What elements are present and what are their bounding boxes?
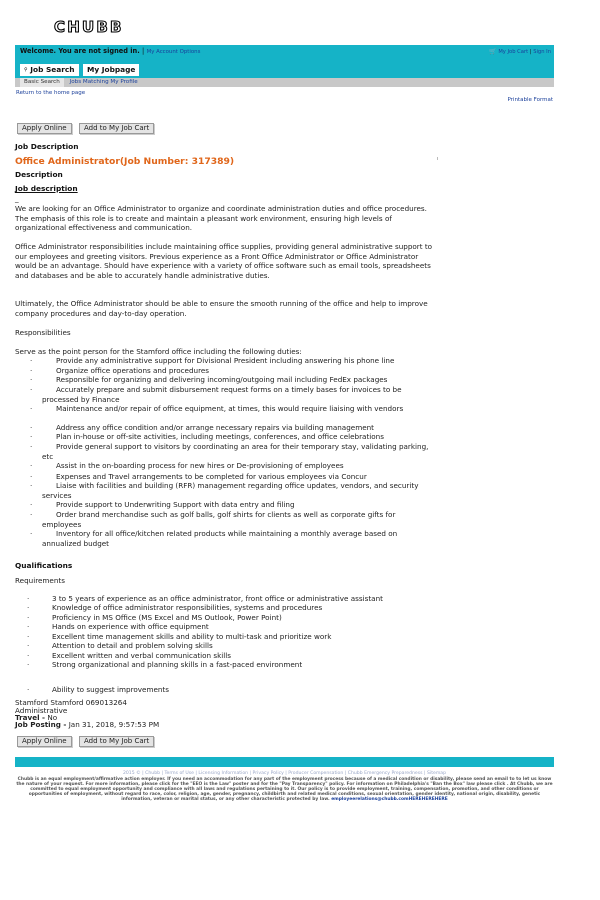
cart-icon: 🛒 (489, 48, 497, 55)
list-item: · 3 to 5 years of experience as an office administrator, front office or administrative assistant (27, 594, 383, 603)
search-icon: ⚲ (24, 67, 28, 73)
list-item: · Liaise with facilities and building (RFR) management regarding office updates, vendors, and security services (30, 481, 419, 500)
list-item: · Maintenance and/or repair of office equipment, at times, this would require liaising with vendors (30, 404, 404, 413)
tab-job-search[interactable] (20, 64, 79, 76)
legal-notice (15, 777, 554, 802)
return-home-link[interactable]: Return to the home page (16, 90, 86, 96)
add-to-job-cart-button[interactable]: Add to My Job Cart (79, 736, 154, 747)
list-item: · Order brand merchandise such as golf balls, golf shirts for clients as well as corporate gifts for employees (30, 510, 396, 529)
list-item: · Responsible for organizing and delivering incoming/outgoing mail including FedEx packages (30, 375, 388, 384)
apply-online-button[interactable]: Apply Online (17, 123, 72, 134)
posting-label: Job Posting - (15, 720, 67, 729)
posting-value: Jan 31, 2018, 9:57:53 PM (68, 720, 160, 729)
description-label: Description (15, 170, 63, 179)
separator: | (529, 49, 532, 55)
job-category: Administrative (15, 706, 68, 715)
subnav-basic-search[interactable]: Basic Search (20, 78, 64, 87)
printable-format-link[interactable]: Printable Format (507, 97, 553, 103)
footer-bar (15, 757, 554, 767)
add-to-job-cart-button[interactable]: Add to My Job Cart (79, 123, 154, 134)
separator: | (142, 47, 145, 55)
sub-navigation (15, 78, 554, 87)
list-item: · Proficiency in MS Office (MS Excel and MS Outlook, Power Point) (27, 613, 282, 622)
sign-in-link[interactable]: Sign In (533, 49, 551, 55)
list-item: · Plan in-house or off-site activities, including meetings, conferences, and office celebrations (30, 432, 384, 441)
legal-text: Chubb is an equal employment/affirmative action employer. If you need an accommodation for any part of the employment process because of a medical condition or disability, please send an email to to let us know the nature of your request. For more information, please click for the "EEO is the Law" poster and for the "Pay Transparency" policy. For information on Philadelphia's "Ban the Box" law please click . At Chubb, we are committed to equal employment opportunity and compliance with all laws and regulations pertaining to it. Our policy is to provide employment, training, compensation, promotion, and other conditions or opportunities of employment, without regard to race, color, religion, age, gender, pregnancy, childbirth and related medical conditions, sexual orientation, gender identity, national origin, disability, genetic information, veteran or marital status, or any other characteristic protected by law. (16, 777, 553, 802)
list-item: · Expenses and Travel arrangements to be completed for various employees via Concur (30, 472, 367, 481)
list-item: · Strong organizational and planning skills in a fast-paced environment (27, 660, 303, 669)
job-location: Stamford Stamford 069013264 (15, 698, 127, 707)
paragraph-intro: We are looking for an Office Administrator to organize and coordinate administration duties and office procedures. The emphasis of this role is to create and maintain a pleasant work environment, ensuring high levels of organizational effectiveness and communication. (15, 204, 427, 232)
list-item: · Provide support to Underwriting Support with data entry and filing (30, 500, 295, 509)
job-description-heading: Job description (15, 184, 78, 193)
apply-online-button[interactable]: Apply Online (17, 736, 72, 747)
footer-links[interactable]: 2015 © | Chubb | Terms of Use | Licensing Information | Privacy Policy | Producer Compensation | Chubb Emergency Preparedness | Sitemap (122, 771, 447, 776)
list-item: · Assist in the on-boarding process for new hires or De-provisioning of employees (30, 461, 344, 470)
paragraph-summary: Ultimately, the Office Administrator should be able to ensure the smooth running of the office and help to improve company procedures and day-to-day operation. (15, 299, 428, 318)
underscore-mark: _ (15, 194, 19, 203)
list-item: · Address any office condition and/or arrange necessary repairs via building management (30, 423, 374, 432)
list-item: · Knowledge of office administrator responsibilities, systems and procedures (27, 603, 323, 612)
welcome-text: Welcome. You are not signed in. (20, 47, 140, 55)
job-title: Office Administrator(Job Number: 317389) (15, 156, 235, 167)
my-account-options-link[interactable]: My Account Options (146, 49, 201, 55)
tab-my-jobpage[interactable] (83, 64, 139, 76)
section-job-description: Job Description (15, 142, 79, 151)
list-item: · Provide any administrative support for Divisional President including answering his phone line (30, 356, 395, 365)
cart-signin-links (489, 48, 551, 55)
list-item: · Excellent written and verbal communication skills (27, 651, 232, 660)
qualifications-label: Qualifications (15, 561, 73, 570)
chubb-logo[interactable]: CHUBB (54, 18, 124, 36)
tab-label: My Jobpage (87, 65, 136, 74)
subnav-jobs-matching-profile[interactable]: Jobs Matching My Profile (69, 79, 138, 85)
my-job-cart-link[interactable]: My Job Cart (498, 49, 529, 55)
paragraph-responsibilities: Office Administrator responsibilities include maintaining office supplies, providing general administrative support to our employees and greeting visitors. Previous experience as a Front Office Administrator or Office Administrator would be an advantage. Should have experience with a variety of office software such as email tools, spreadsheets and databases and be able to accurately handle administrative duties. (15, 242, 433, 280)
list-item: · Provide general support to visitors by coordinating an area for their temporary stay, validating parking, etc (30, 442, 429, 461)
email-link[interactable]: employeerelations@chubb.comHEREHEREHERE (331, 797, 448, 802)
list-item: · Organize office operations and procedures (30, 366, 210, 375)
list-item: · Ability to suggest improvements (27, 685, 169, 694)
posting-info (15, 720, 159, 730)
list-item: · Excellent time management skills and ability to multi-task and prioritize work (27, 632, 332, 641)
list-item: · Hands on experience with office equipment (27, 622, 209, 631)
responsibilities-label: Responsibilities (15, 328, 71, 337)
serve-intro: Serve as the point person for the Stamford office including the following duties: (15, 347, 302, 356)
list-item: · Accurately prepare and submit disbursement request forms on a timely bases for invoices to be processed by Finance (30, 385, 402, 404)
requirements-label: Requirements (15, 576, 65, 585)
travel-label: Travel - (15, 713, 46, 722)
travel-value: No (47, 713, 58, 722)
list-item: · Inventory for all office/kitchen related products while maintaining a monthly average based on annualized budget (30, 529, 398, 548)
list-item: · Attention to detail and problem solving skills (27, 641, 213, 650)
divider (437, 157, 438, 160)
welcome-message (20, 47, 200, 55)
tab-label: Job Search (30, 65, 75, 74)
